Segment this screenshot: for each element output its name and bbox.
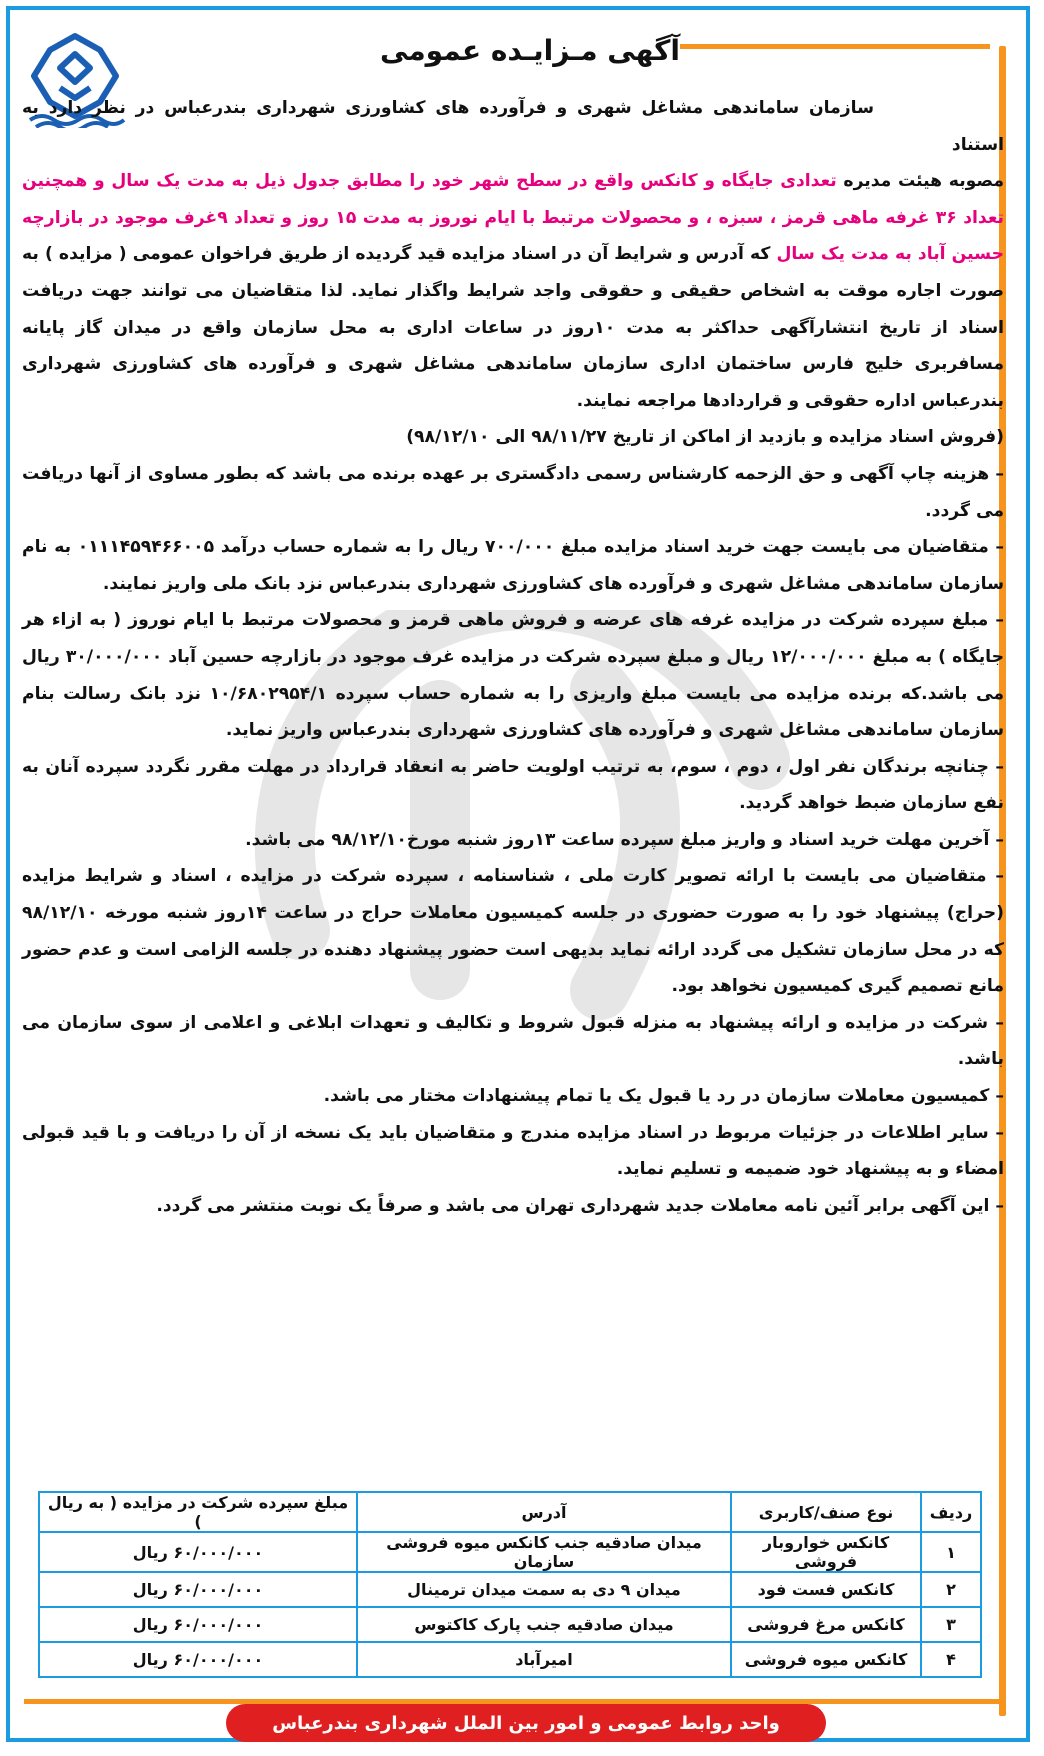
table-row: [39, 1532, 981, 1572]
intro-paragraph: سازمان ساماندهی مشاغل شهری و فرآورده های کشاورزی شهرداری بندرعباس در نظر دارد به استناد: [22, 98, 1004, 155]
row-type: کانکس فست فود: [731, 1572, 921, 1607]
clause-document-purchase: – متقاضیان می بایست جهت خرید اسناد مزایده مبلغ ۷۰۰/۰۰۰ ریال را به شماره حساب درآمد ۰۱۱۱۴۵۹۴۶۶۰۰۵ به نام سازمان ساماندهی مشاغل شهری و فرآورده های کشاورزی شهرداری بندرعباس نزد بانک ملی واریز نمایند.: [22, 537, 1004, 594]
clause-fees: – هزینه چاپ آگهی و حق الزحمه کارشناس رسمی دادگستری بر عهده برنده می باشد که بطور مساوی از آنها دریافت می گردد.: [22, 463, 1004, 521]
row-address: امیرآباد: [357, 1642, 731, 1677]
row-number: ۱: [921, 1532, 981, 1572]
footer-text: واحد روابط عمومی و امور بین الملل شهرداری بندرعباس: [272, 1712, 780, 1734]
clause-other-info: – سایر اطلاعات در جزئیات مربوط در اسناد مزایده مندرج و متقاضیان باید یک نسخه از آن را دریافت و با قید قبولی امضاء و به پیشنهاد خود ضمیمه و تسلیم نماید.: [22, 1122, 1004, 1180]
header-type: نوع صنف/کاربری: [731, 1492, 921, 1532]
row-address: میدان صادقیه جنب کانکس میوه فروشی سازمان: [357, 1532, 731, 1572]
notice-body: [22, 90, 1004, 1224]
row-number: ۴: [921, 1642, 981, 1677]
main-paragraph-start: مصوبه هیئت مدیره: [843, 171, 1004, 192]
row-deposit: ۶۰/۰۰۰/۰۰۰ ریال: [39, 1607, 357, 1642]
row-type: کانکس مرغ فروشی: [731, 1607, 921, 1642]
row-deposit: ۶۰/۰۰۰/۰۰۰ ریال: [39, 1642, 357, 1677]
row-deposit: ۶۰/۰۰۰/۰۰۰ ریال: [39, 1532, 357, 1572]
clause-acceptance: – شرکت در مزایده و ارائه پیشنهاد به منزله قبول شروط و تکالیف و تعهدات ابلاغی و اعلامی از سوی سازمان می باشد.: [22, 1012, 1004, 1070]
title-box: [380, 32, 680, 68]
row-address: میدان ۹ دی به سمت میدان ترمینال: [357, 1572, 731, 1607]
header-deposit: مبلغ سپرده شرکت در مزایده ( به ریال ): [39, 1492, 357, 1532]
auction-table: [38, 1491, 982, 1678]
row-type: کانکس خواروبار فروشی: [731, 1532, 921, 1572]
header-row-number: ردیف: [921, 1492, 981, 1532]
main-paragraph: [22, 163, 1004, 419]
header-address: آدرس: [357, 1492, 731, 1532]
clause-commission: – کمیسیون معاملات سازمان در رد یا قبول یک یا تمام پیشنهادات مختار می باشد.: [323, 1086, 1004, 1107]
table-row: [39, 1607, 981, 1642]
clause-winners: – چنانچه برندگان نفر اول ، دوم ، سوم، به ترتیب اولویت حاضر به انعقاد قرارداد در مهلت مقرر نگردد سپرده آنان به نفع سازمان ضبط خواهد گردید.: [22, 756, 1004, 814]
page-title: آگهی مـزایـده عمومی: [379, 33, 680, 67]
table-row: [39, 1642, 981, 1677]
title-accent-line: [660, 44, 990, 49]
clause-submission: – متقاضیان می بایست با ارائه تصویر کارت ملی ، شناسنامه ، سپرده شرکت در مزایده ، اسناد و شرایط مزایده (حراج) پیشنهاد خود را به صورت حضوری در جلسه کمیسیون معاملات حراج در ساعت ۱۴روز شنبه مورخه ۹۸/۱۲/۱۰ که در محل سازمان تشکیل می گردد ارائه نماید بدیهی است حضور پیشنهاد دهنده در جلسه الزامی است و عدم حضور مانع تصمیم گیری کمیسیون نخواهد بود.: [22, 866, 1004, 997]
row-type: کانکس میوه فروشی: [731, 1642, 921, 1677]
clause-deadline: – آخرین مهلت خرید اسناد و واریز مبلغ سپرده ساعت ۱۳روز شنبه مورخ۹۸/۱۲/۱۰ می باشد.: [245, 829, 1004, 850]
table-row: [39, 1572, 981, 1607]
footer-banner: [226, 1704, 826, 1742]
row-number: ۲: [921, 1572, 981, 1607]
row-deposit: ۶۰/۰۰۰/۰۰۰ ریال: [39, 1572, 357, 1607]
sale-dates: (فروش اسناد مزایده و بازدید از اماکن از تاریخ ۹۸/۱۱/۲۷ الی ۹۸/۱۲/۱۰): [406, 427, 1004, 448]
clause-regulation: – این آگهی برابر آئین نامه معاملات جدید شهرداری تهران می باشد و صرفاً یک نوبت منتشر می گردد.: [156, 1195, 1004, 1216]
main-paragraph-rest: که آدرس و شرایط آن در اسناد مزایده قید گردیده از طریق فراخوان عمومی ( مزایده ) به صورت اجاره موقت به اشخاص حقیقی و حقوقی واجد شرایط واگذار نماید. لذا متقاضیان می توانند جهت دریافت اسناد از تاریخ انتشارآگهی حداکثر به مدت ۱۰روز در ساعات اداری به محل سازمان واقع در میدان گاز پایانه مسافربری خلیج فارس ساختمان اداری سازمان ساماندهی مشاغل شهری و فرآورده های کشاورزی شهرداری بندرعباس اداره حقوقی و قراردادها مراجعه نمایند.: [22, 244, 1004, 411]
row-number: ۳: [921, 1607, 981, 1642]
highlighted-text: تعدادی جایگاه و کانکس واقع در سطح شهر خود را مطابق جدول ذیل به مدت یک سال و همچنین تعداد ۳۶ غرفه ماهی قرمز ، سبزه ، و محصولات مرتبط با ایام نوروز به مدت ۱۵ روز و تعداد ۹غرف موجود در بازارچه حسین آباد به مدت یک سال: [22, 171, 1005, 265]
row-address: میدان صادقیه جنب پارک کاکتوس: [357, 1607, 731, 1642]
clause-deposit: – مبلغ سپرده شرکت در مزایده غرفه های عرضه و فروش ماهی قرمز و محصولات مرتبط با ایام نوروز ( به ازاء هر جایگاه ) به مبلغ ۱۲/۰۰۰/۰۰۰ ریال و مبلغ سپرده شرکت در مزایده غرف موجود در بازارچه حسین آباد ۳۰/۰۰۰/۰۰۰ ریال می باشد.که برنده مزایده می بایست مبلغ واریزی را به شماره حساب سپرده ۱۰/۶۸۰۲۹۵۴/۱ نزد بانک رسالت بنام سازمان ساماندهی مشاغل شهری و فرآورده های کشاورزی شهرداری بندرعباس واریز نماید.: [22, 610, 1004, 741]
table-header-row: [39, 1492, 981, 1532]
